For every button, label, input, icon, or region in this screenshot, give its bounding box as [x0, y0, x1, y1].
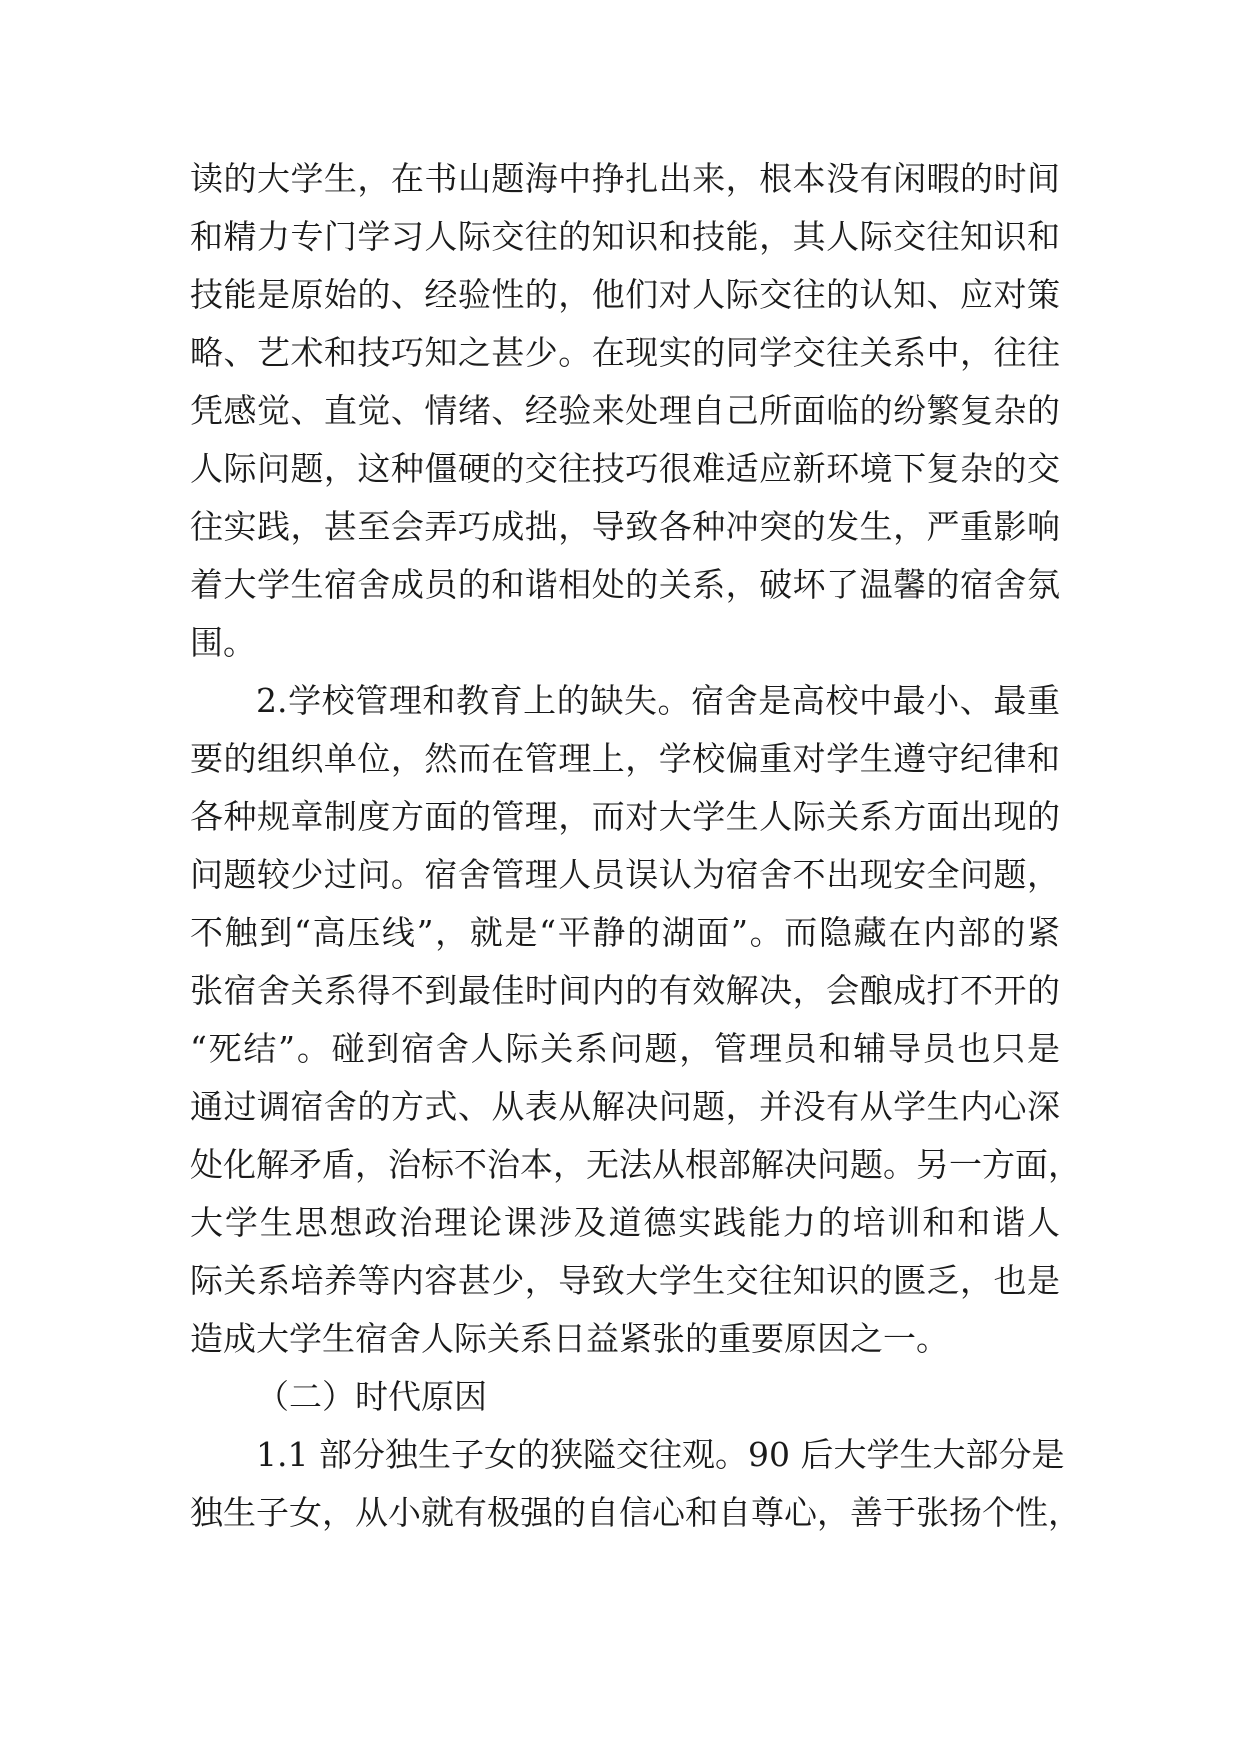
paragraph-line: 不触到“高压线”，就是“平静的湖面”。而隐藏在内部的紧: [190, 913, 1060, 952]
paragraph-line: 处化解矛盾，治标不治本，无法从根部解决问题。另一方面，: [190, 1145, 1081, 1184]
paragraph-line: 往实践，甚至会弄巧成拙，导致各种冲突的发生，严重影响: [190, 507, 1060, 546]
paragraph-line: 读的大学生，在书山题海中挣扎出来，根本没有闲暇的时间: [190, 159, 1060, 198]
paragraph-line: 略、艺术和技巧知之甚少。在现实的同学交往关系中，往往: [190, 333, 1060, 372]
paragraph-line: 和精力专门学习人际交往的知识和技能，其人际交往知识和: [190, 217, 1060, 256]
paragraph-line: 各种规章制度方面的管理，而对大学生人际关系方面出现的: [190, 797, 1060, 836]
paragraph-line: “死结”。碰到宿舍人际关系问题，管理员和辅导员也只是: [190, 1029, 1060, 1068]
paragraph-line: 通过调宿舍的方式、从表从解决问题，并没有从学生内心深: [190, 1087, 1060, 1126]
paragraph-line: 着大学生宿舍成员的和谐相处的关系，破坏了温馨的宿舍氛: [190, 565, 1060, 604]
paragraph-line: 凭感觉、直觉、情绪、经验来处理自己所面临的纷繁复杂的: [190, 391, 1060, 430]
paragraph-line: 2.学校管理和教育上的缺失。宿舍是高校中最小、最重: [256, 681, 1060, 720]
paragraph-line: 造成大学生宿舍人际关系日益紧张的重要原因之一。: [190, 1319, 949, 1358]
paragraph-line: 张宿舍关系得不到最佳时间内的有效解决，会酿成打不开的: [190, 971, 1060, 1010]
paragraph-line: 人际问题，这种僵硬的交往技巧很难适应新环境下复杂的交: [190, 449, 1060, 488]
paragraph-line: 问题较少过问。宿舍管理人员误认为宿舍不出现安全问题，: [190, 855, 1060, 894]
section-heading: （二）时代原因: [256, 1377, 487, 1416]
paragraph-line: 围。: [190, 623, 256, 662]
paragraph-line: 独生子女，从小就有极强的自信心和自尊心，善于张扬个性，: [190, 1493, 1081, 1532]
paragraph-line: 1.1 部分独生子女的狭隘交往观。90 后大学生大部分是: [256, 1435, 1065, 1474]
paragraph-line: 要的组织单位，然而在管理上，学校偏重对学生遵守纪律和: [190, 739, 1060, 778]
paragraph-line: 技能是原始的、经验性的，他们对人际交往的认知、应对策: [190, 275, 1060, 314]
paragraph-line: 际关系培养等内容甚少，导致大学生交往知识的匮乏，也是: [190, 1261, 1060, 1300]
paragraph-line: 大学生思想政治理论课涉及道德实践能力的培训和和谐人: [190, 1203, 1060, 1242]
